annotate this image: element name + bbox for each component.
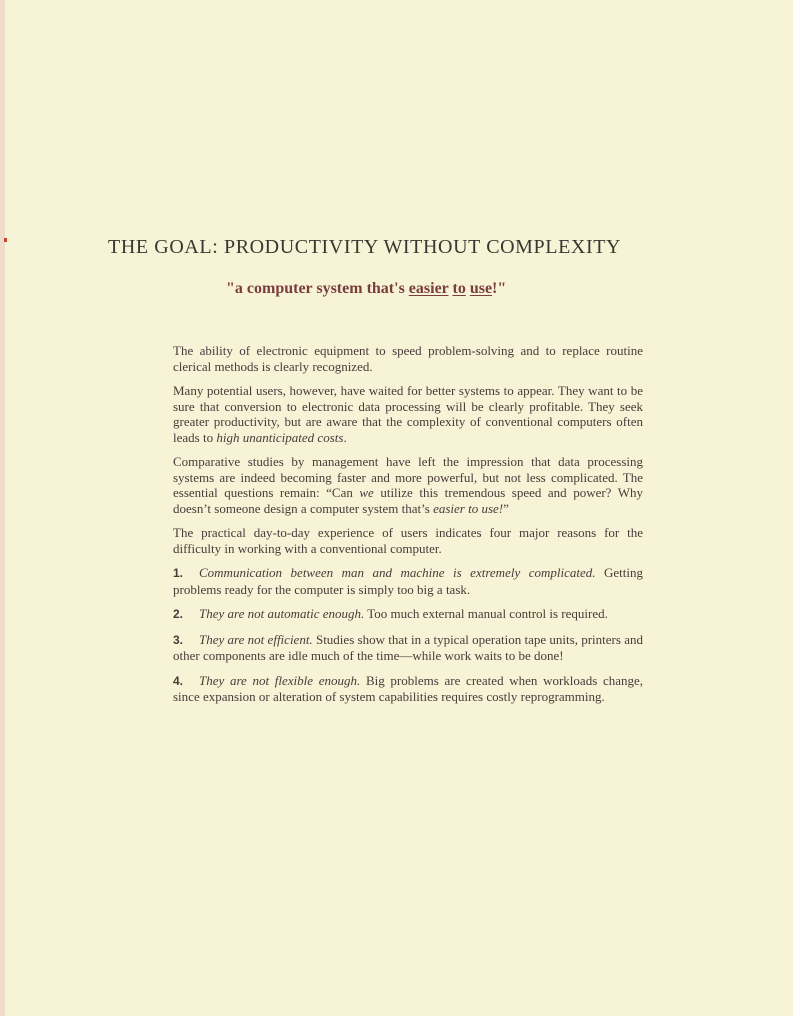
body-text	[173, 343, 643, 714]
paragraph-4: The practical day-to-day experience of users indicates four major reasons for the difficulty in working with a conventional computer.	[173, 525, 643, 556]
reason-lead: They are not flexible enough.	[199, 672, 361, 688]
edge-mark	[4, 238, 7, 242]
subtitle-underlined-to: to	[452, 280, 466, 297]
paragraph-2-end: .	[343, 429, 347, 445]
subtitle-suffix: !"	[492, 280, 507, 297]
reason-number: 3.	[173, 632, 184, 647]
reason-item	[173, 673, 643, 705]
paragraph-2-emphasis: high unanticipated costs	[216, 429, 344, 445]
reason-item	[173, 606, 643, 623]
paragraph-3-end: ”	[503, 500, 509, 516]
reason-lead: They are not automatic enough.	[199, 606, 365, 621]
reason-number: 1.	[173, 566, 184, 580]
reason-item	[173, 565, 643, 597]
reason-number: 4.	[173, 673, 184, 688]
reason-item	[173, 632, 643, 664]
reason-lead: They are not efficient.	[199, 631, 313, 647]
page-subtitle	[226, 280, 506, 298]
paragraph-3-text-b: utilize this tremendous speed and power? Why doesn’t someone design a computer system that’s	[173, 485, 643, 516]
reason-text: Studies show that in a typical operation tape units, printers and other components are idle much of the time—while work waits to be done!	[173, 631, 643, 663]
page-title: THE GOAL: PRODUCTIVITY WITHOUT COMPLEXITY	[108, 236, 622, 258]
subtitle-underlined-easier: easier	[408, 280, 449, 297]
reason-lead: Communication between man and machine is extremely complicated.	[199, 565, 596, 580]
subtitle-underlined-use: use	[469, 280, 493, 297]
paragraph-3-text-a: Comparative studies by management have left the impression that data processing systems are indeed becoming faster and more powerful, but not less complicated. The essential questions remain: “Can	[173, 454, 643, 500]
paragraph-3-emphasis-we: we	[359, 485, 374, 500]
paragraph-2	[173, 383, 643, 445]
paragraph-2-text: Many potential users, however, have waited for better systems to appear. They want to be sure that conversion to electronic data processing will be clearly profitable. They seek greater productivity, but are aware that the complexity of conventional computers often leads to	[173, 383, 643, 445]
reason-text: Getting problems ready for the computer is simply too big a task.	[173, 565, 643, 597]
paragraph-1: The ability of electronic equipment to speed problem-solving and to replace routine clerical methods is clearly recognized.	[173, 343, 643, 374]
reason-text: Big problems are created when workloads change, since expansion or alteration of system capabilities requires costly reprogramming.	[173, 672, 643, 704]
paragraph-3	[173, 454, 643, 516]
reason-number: 2.	[173, 607, 184, 621]
subtitle-prefix: "a computer system that's	[226, 280, 409, 297]
page-left-edge	[0, 0, 5, 1016]
reason-text: Too much external manual control is required.	[364, 606, 608, 621]
paragraph-3-emphasis-easier: easier to use!	[433, 500, 504, 516]
